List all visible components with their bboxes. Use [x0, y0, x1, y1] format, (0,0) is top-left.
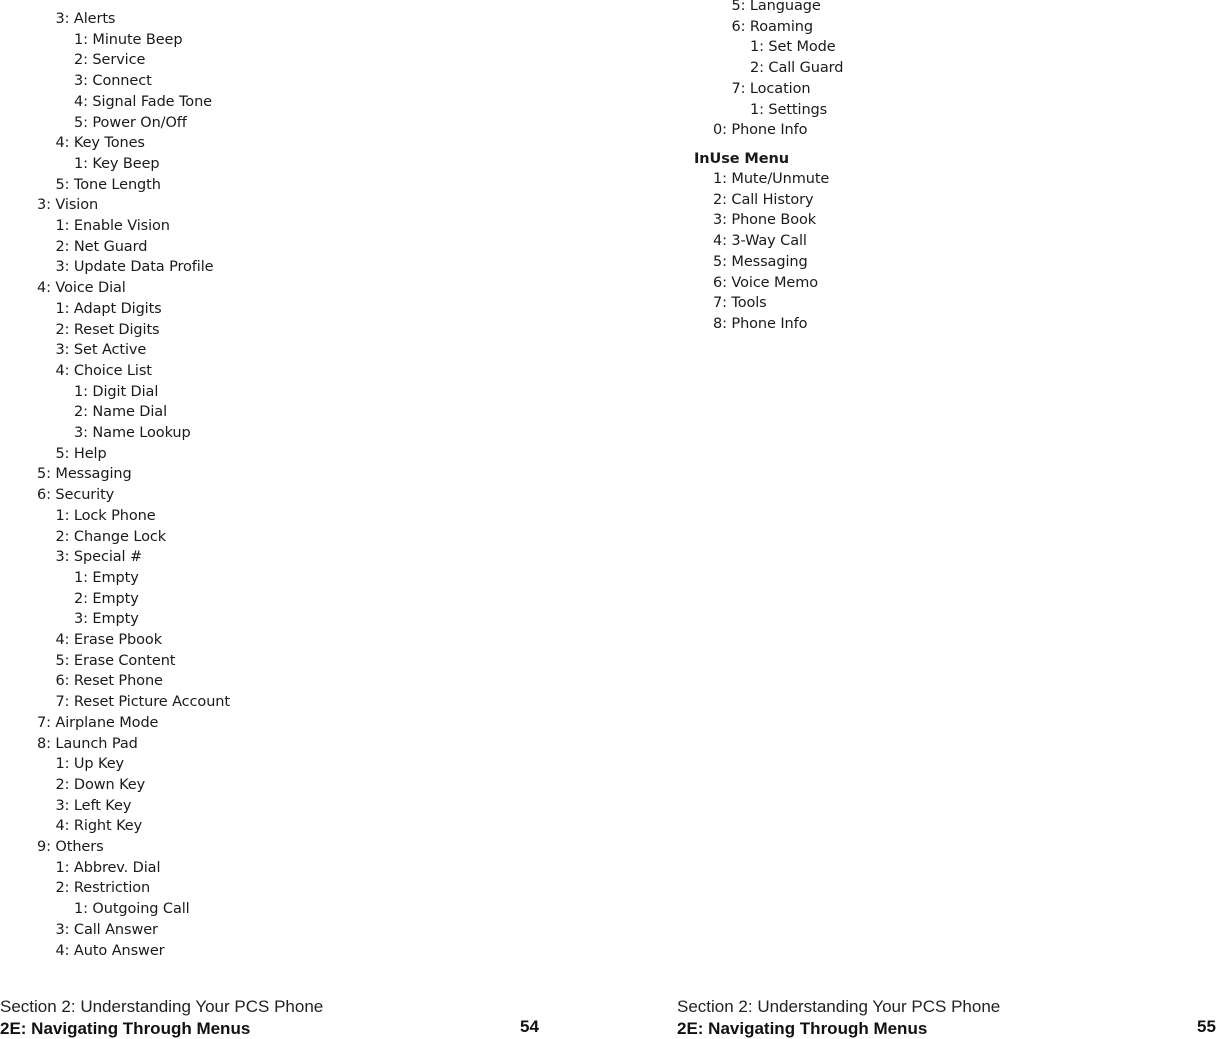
inuse-menu-item: 1: Mute/Unmute	[713, 171, 830, 187]
inuse-menu-item: 8: Phone Info	[713, 315, 808, 332]
page-number-right: 55	[1197, 1017, 1216, 1036]
menu-item: 1: Minute Beep	[74, 31, 183, 48]
menu-item: 0: Phone Info	[713, 122, 808, 139]
menu-item: 1: Empty	[74, 569, 139, 586]
menu-item: 2: Name Dial	[74, 404, 168, 421]
menu-item: 2: Change Lock	[55, 528, 167, 545]
menu-item: 5: Tone Length	[55, 176, 161, 193]
footer-section-left: Section 2: Understanding Your PCS Phone	[0, 997, 324, 1016]
menu-item: 1: Set Mode	[750, 39, 836, 56]
menu-item: 4: Signal Fade Tone	[74, 93, 212, 110]
footer-chapter-left: 2E: Navigating Through Menus	[0, 1019, 251, 1038]
menu-item: 2: Empty	[74, 590, 139, 607]
menu-item: 9: Others	[37, 839, 104, 855]
menu-item: 2: Call Guard	[750, 60, 844, 77]
menu-item: 4: Right Key	[55, 818, 143, 835]
menu-item: 7: Airplane Mode	[37, 714, 159, 731]
menu-item: 3: Call Answer	[55, 921, 158, 938]
menu-item: 3: Special #	[55, 549, 143, 566]
menu-item: 6: Roaming	[731, 18, 813, 35]
right-menu-list	[677, 0, 1218, 400]
menu-item: 1: Lock Phone	[55, 507, 156, 524]
menu-item: 6: Reset Phone	[55, 673, 163, 690]
inuse-menu-item: 4: 3-Way Call	[713, 233, 807, 250]
inuse-menu-item: 3: Phone Book	[713, 212, 817, 229]
inuse-menu-title: InUse Menu	[694, 151, 789, 167]
menu-item: 4: Auto Answer	[55, 942, 165, 959]
menu-item: 3: Connect	[74, 73, 152, 90]
menu-item: 5: Power On/Off	[74, 114, 187, 131]
menu-item: 3: Name Lookup	[74, 425, 191, 441]
menu-item: 7: Location	[731, 80, 811, 97]
menu-item: 4: Voice Dial	[37, 280, 126, 297]
menu-item: 5: Language	[731, 0, 821, 14]
menu-item: 8: Launch Pad	[37, 735, 138, 752]
menu-item: 1: Enable Vision	[55, 218, 170, 234]
footer-chapter-right: 2E: Navigating Through Menus	[677, 1019, 928, 1038]
menu-item: 5: Help	[55, 445, 107, 462]
menu-item: 2: Restriction	[55, 880, 151, 897]
menu-item: 2: Net Guard	[55, 238, 148, 255]
menu-item: 5: Erase Content	[55, 652, 176, 669]
menu-item: 4: Key Tones	[55, 135, 145, 152]
inuse-menu-item: 5: Messaging	[713, 253, 808, 270]
footer-section-right: Section 2: Understanding Your PCS Phone	[677, 997, 1001, 1016]
menu-item: 2: Down Key	[55, 776, 146, 793]
inuse-menu-item: 7: Tools	[713, 295, 767, 312]
inuse-menu-item: 2: Call History	[713, 191, 814, 208]
menu-item: 5: Messaging	[37, 466, 132, 483]
menu-item: 7: Reset Picture Account	[55, 694, 230, 711]
menu-item: 1: Outgoing Call	[74, 901, 190, 918]
inuse-menu-item: 6: Voice Memo	[713, 274, 819, 291]
menu-item: 6: Security	[37, 487, 115, 504]
menu-item: 3: Vision	[37, 197, 99, 214]
menu-item: 1: Adapt Digits	[55, 300, 162, 317]
menu-item: 1: Key Beep	[74, 155, 160, 172]
menu-item: 4: Choice List	[55, 362, 152, 379]
menu-item: 1: Digit Dial	[74, 383, 159, 400]
menu-item: 1: Up Key	[55, 756, 125, 773]
page-number-left: 54	[520, 1017, 539, 1036]
menu-item: 2: Service	[74, 52, 146, 69]
menu-item: 3: Empty	[74, 611, 139, 628]
menu-item: 3: Update Data Profile	[55, 259, 214, 276]
menu-item: 3: Set Active	[55, 342, 147, 359]
menu-item: 1: Settings	[750, 101, 828, 118]
menu-item: 2: Reset Digits	[55, 321, 160, 338]
menu-item: 1: Abbrev. Dial	[55, 859, 161, 876]
left-menu-list	[0, 0, 560, 980]
menu-item: 4: Erase Pbook	[55, 632, 163, 648]
menu-item: 3: Left Key	[55, 797, 132, 814]
menu-item: 3: Alerts	[55, 11, 116, 27]
